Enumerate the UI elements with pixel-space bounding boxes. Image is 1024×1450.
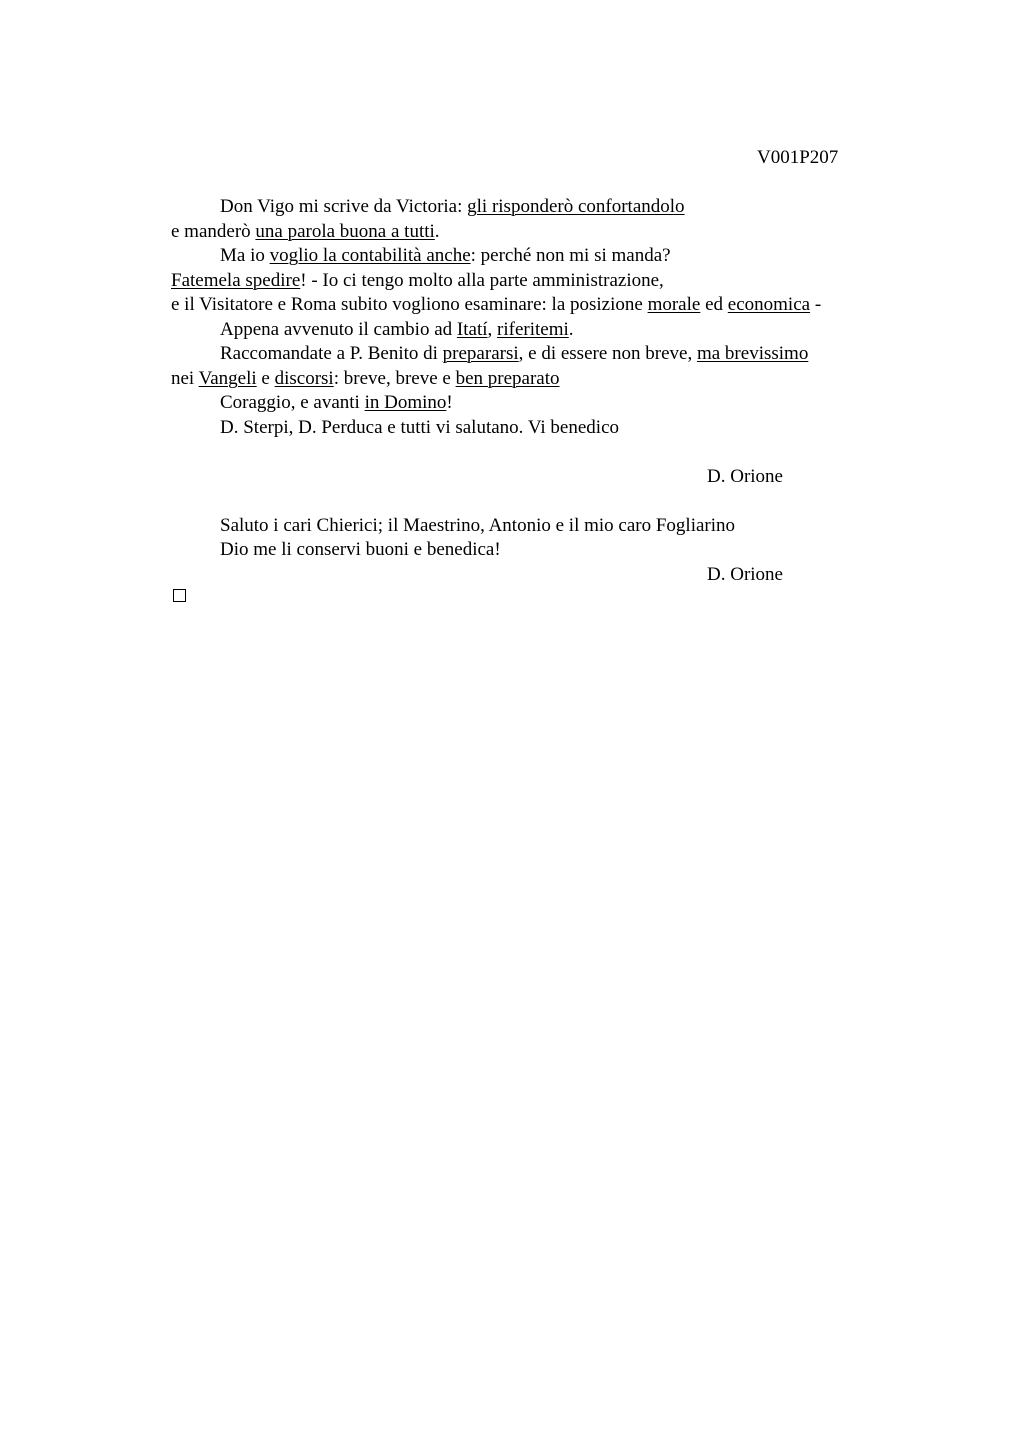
underlined-text: gli risponderò confortandolo <box>467 196 685 217</box>
letter-line-3: Ma io voglio la contabilità anche: perché non mi si manda? <box>220 245 671 266</box>
letter-line-1: Don Vigo mi scrive da Victoria: gli risponderò confortandolo <box>220 196 685 217</box>
underlined-text: prepararsi <box>442 343 519 364</box>
letter-line-6: Appena avvenuto il cambio ad Itatí, riferitemi. <box>220 318 574 340</box>
letter-line-5: e il Visitatore e Roma subito vogliono esaminare: la posizione morale ed economica - <box>171 294 822 315</box>
page-code: V001P207 <box>757 147 839 168</box>
underlined-text: economica <box>727 294 811 315</box>
spacer <box>171 440 901 465</box>
spacer <box>171 489 901 514</box>
underlined-text: in Domino <box>364 392 447 413</box>
underlined-text: morale <box>647 294 701 315</box>
letter-line-10: D. Sterpi, D. Perduca e tutti vi salutano. Vi benedico <box>220 416 620 438</box>
underlined-text: discorsi <box>274 367 334 389</box>
letter-line-9: Coraggio, e avanti in Domino! <box>220 392 453 413</box>
postscript-line-2: Dio me li conservi buoni e benedica! <box>220 539 501 560</box>
letter-line-4: Fatemela spedire! - Io ci tengo molto alla parte amministrazione, <box>171 269 664 291</box>
underlined-text: Itatí <box>456 318 488 340</box>
letter-line-2: e manderò una parola buona a tutti. <box>171 220 440 242</box>
underlined-text: riferitemi <box>497 318 569 340</box>
underlined-text: Vangeli <box>198 367 257 389</box>
underlined-text: ma brevissimo <box>696 343 809 364</box>
underlined-text: ben preparato <box>455 367 560 389</box>
letter-body <box>171 195 901 587</box>
letter-line-8: nei Vangeli e discorsi: breve, breve e ben preparato <box>171 367 560 389</box>
empty-square-icon <box>173 589 186 602</box>
postscript-signature: D. Orione <box>707 563 783 585</box>
postscript-line-1: Saluto i cari Chierici; il Maestrino, Antonio e il mio caro Fogliarino <box>220 514 736 536</box>
underlined-text: una parola buona a tutti <box>255 220 435 242</box>
letter-line-7: Raccomandate a P. Benito di prepararsi, e di essere non breve, ma brevissimo <box>220 343 809 364</box>
underlined-text: voglio la contabilità anche <box>269 245 471 266</box>
signature: D. Orione <box>707 465 783 487</box>
underlined-text: Fatemela spedire <box>171 269 301 291</box>
